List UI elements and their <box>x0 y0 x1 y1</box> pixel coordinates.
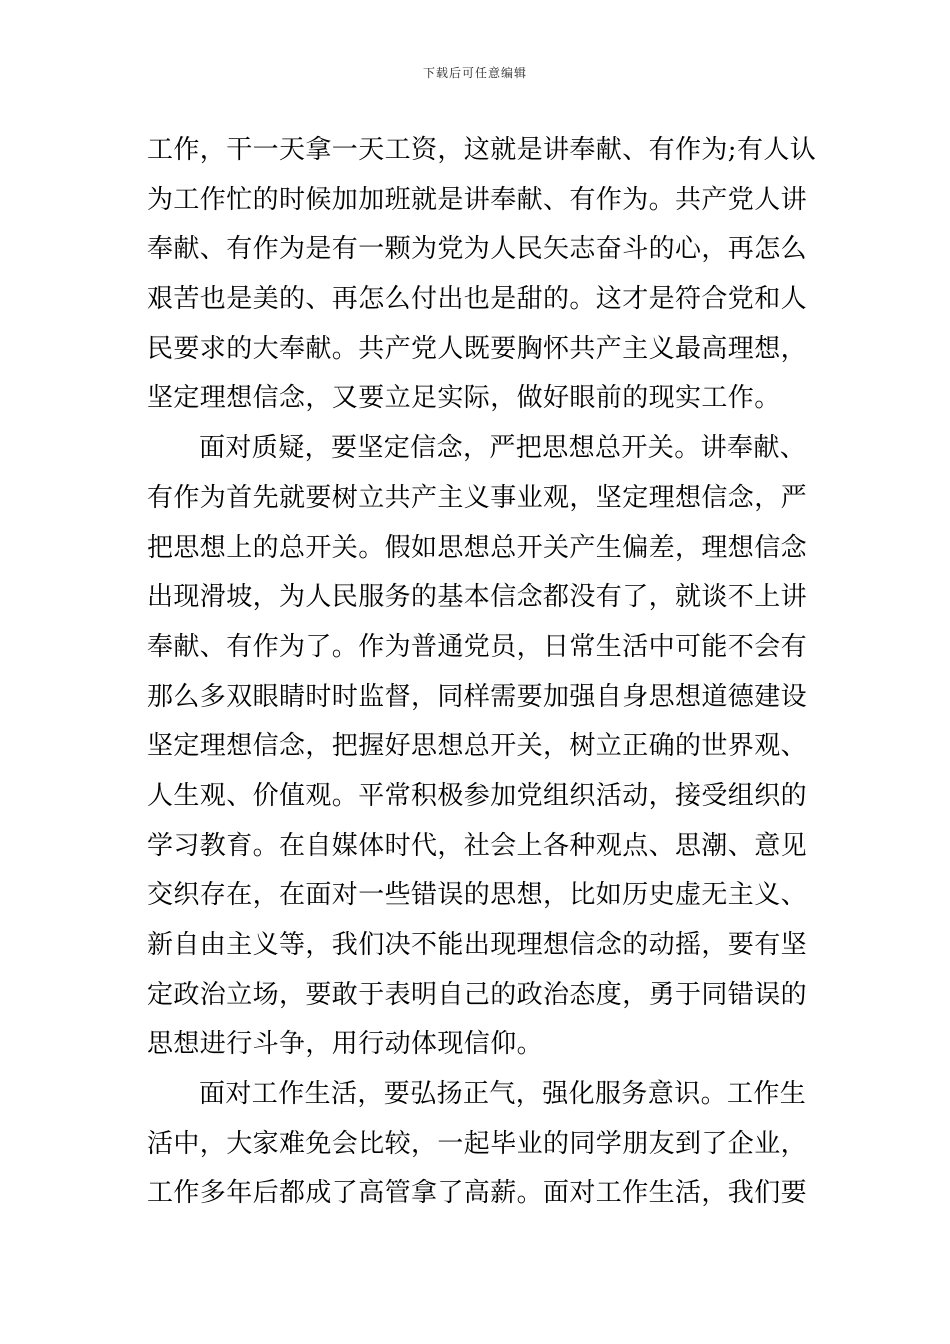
text-line: 交织存在，在面对一些错误的思想，比如历史虚无主义、 <box>147 880 808 911</box>
text-line: 活中，大家难免会比较，一起毕业的同学朋友到了企业， <box>147 1128 808 1159</box>
text-line: 新自由主义等，我们决不能出现理想信念的动摇，要有坚 <box>147 930 808 960</box>
text-line: 定政治立场，要敢于表明自己的政治态度，勇于同错误的 <box>147 979 808 1010</box>
text-line: 工作多年后都成了高管拿了高薪。面对工作生活，我们要 <box>147 1178 808 1209</box>
paragraph <box>147 126 817 424</box>
text-line: 面对质疑，要坚定信念，严把思想总开关。讲奉献、 <box>199 433 807 464</box>
text-line: 学习教育。在自媒体时代，社会上各种观点、思潮、意见 <box>147 830 808 861</box>
paragraph <box>147 1070 807 1219</box>
text-line: 人生观、价值观。平常积极参加党组织活动，接受组织的 <box>147 780 808 811</box>
text-line: 有作为首先就要树立共产主义事业观，坚定理想信念，严 <box>147 482 808 513</box>
text-line: 艰苦也是美的、再怎么付出也是甜的。这才是符合党和人 <box>147 284 808 315</box>
text-line: 出现滑坡，为人民服务的基本信念都没有了，就谈不上讲 <box>147 582 808 613</box>
text-line: 思想进行斗争，用行动体现信仰。 <box>147 1029 544 1060</box>
text-line: 那么多双眼睛时时监督，同样需要加强自身思想道德建设 <box>147 681 808 712</box>
text-line: 坚定理想信念，又要立足实际，做好眼前的现实工作。 <box>147 383 781 414</box>
text-line: 为工作忙的时候加加班就是讲奉献、有作为。共产党人讲 <box>147 184 808 215</box>
text-line: 奉献、有作为了。作为普通党员，日常生活中可能不会有 <box>147 631 808 662</box>
text-line: 民要求的大奉献。共产党人既要胸怀共产主义最高理想， <box>147 333 808 364</box>
page-header-note: 下载后可任意编辑 <box>422 66 527 80</box>
paragraph <box>147 424 807 1070</box>
document-body <box>147 126 817 1219</box>
text-line: 工作，干一天拿一天工资，这就是讲奉献、有作为;有人认 <box>147 135 817 165</box>
text-line: 坚定理想信念，把握好思想总开关，树立正确的世界观、 <box>147 731 808 762</box>
text-line: 奉献、有作为是有一颗为党为人民矢志奋斗的心，再怎么 <box>147 234 808 265</box>
text-line: 把思想上的总开关。假如思想总开关产生偏差，理想信念 <box>147 532 808 563</box>
text-line: 面对工作生活，要弘扬正气，强化服务意识。工作生 <box>199 1079 807 1110</box>
